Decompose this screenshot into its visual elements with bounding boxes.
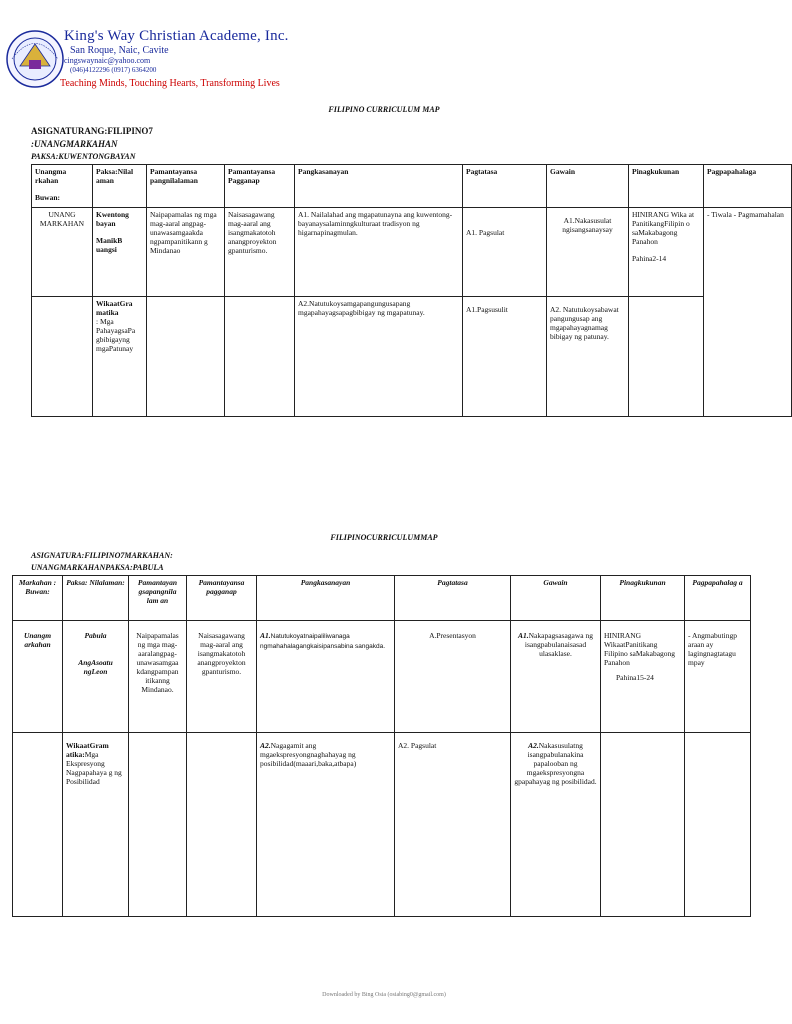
cell-pamantayan-nilalaman: Naipapamalas ng mga mag-aaral angpag-unawasamgaakda ngpampanitikann g Mindanao	[147, 208, 225, 297]
cell-gawain: A1.Nakapagsasagawa ng isangpabulanaisasad ulasaklase.	[511, 621, 601, 733]
curriculum-table-1	[31, 164, 792, 417]
cell-pagpapahalaga: - Angmabutingp araan ay lagingnagtatagu mpay	[685, 621, 751, 733]
col-pagpapahalaga: Pagpapahalag a	[685, 576, 751, 621]
school-phone: (046)4122296 (0917) 6364200	[70, 66, 157, 74]
cell-pagtatasa: A.Presentasyon	[395, 621, 511, 733]
cell-markahan: Unangm arkahan	[13, 621, 63, 733]
curriculum-table-2	[12, 575, 751, 917]
cell-pagpapahalaga	[685, 733, 751, 917]
map1-paksa: PAKSA:KUWENTONGBAYAN	[31, 152, 136, 161]
cell-pangkasanayan: A2.Natutukoysamgapangungusapang mgapahayagsapagbibigay ng mgapatunay.	[295, 297, 463, 417]
cell-pagtatasa: A2. Pagsulat	[395, 733, 511, 917]
col-markahan: Unangma rkahan Buwan:	[32, 165, 93, 208]
map2-asignatura: ASIGNATURA:FILIPINO7MARKAHAN:	[31, 551, 173, 560]
cell-pangkasanayan: A1.Natutukoyatnaipaliliwanaga ngmahahalagangkaisipansabina sangakda.	[257, 621, 395, 733]
cell-paksa: WikaatGra matika : Mga PahayagsaPa gbibigayng mgaPatunay	[93, 297, 147, 417]
cell-gawain: A2.Nakasusulatng isangpabulanakina papalooban ng mgaekspresyongna gpapahayag ng posibilidad.	[511, 733, 601, 917]
col-paksa: Paksa: Nilalaman:	[63, 576, 129, 621]
table2-header-row	[13, 576, 751, 621]
cell-pamantayan-pagganap: Naisasagawang mag-aaral ang isangmakatotoh anangproyekton gpanturismo.	[187, 621, 257, 733]
map2-title: FILIPINOCURRICULUMMAP	[330, 533, 438, 542]
table-row	[13, 621, 751, 733]
col-pamantayan-pagganap: Pamantayansa pagganap	[187, 576, 257, 621]
map1-markahan: :UNANGMARKAHAN	[31, 139, 118, 149]
cell-markahan	[13, 733, 63, 917]
cell-pangkasanayan: A2.Nagagamit ang mgaekspresyongnaghahayag ng posibilidad(maaari,baka,atbapa)	[257, 733, 395, 917]
cell-pamantayan-pagganap	[187, 733, 257, 917]
cell-paksa: Kwentong bayan ManikB uangsi	[93, 208, 147, 297]
cell-paksa: WikaatGram atika:Mga Ekspresyong Nagpapahaya g ng Posibilidad	[63, 733, 129, 917]
col-pagtatasa: Pagtatasa	[463, 165, 547, 208]
col-pangkasanayan: Pangkasanayan	[295, 165, 463, 208]
table1-header-row	[32, 165, 792, 208]
cell-gawain: A2. Natutukoysabawat pangungusap ang mgapahayagnamag bibigay ng patunay.	[547, 297, 629, 417]
col-pagpapahalaga: Pagpapahalaga	[704, 165, 792, 208]
cell-pamantayan-nilalaman	[129, 733, 187, 917]
school-address: San Roque, Naic, Cavite	[70, 45, 169, 56]
buwan-label: Buwan:	[35, 193, 61, 202]
col-pamantayan-nilalaman: Pamantayansa pangnilalaman	[147, 165, 225, 208]
cell-pagtatasa: A1.Pagsusulit	[463, 297, 547, 417]
cell-pagpapahalaga: - Tiwala - Pagmamahalan	[704, 208, 792, 417]
cell-gawain: A1.Nakasusulat ngisangsanaysay	[547, 208, 629, 297]
download-footer: Downloaded by Bing Osia (osiabing0@gmail.com)	[322, 992, 446, 998]
col-gawain: Gawain	[547, 165, 629, 208]
cell-pinagkukunan: HINIRANG WikaatPanitikang Filipino saMakabagong Panahon Pahina15-24	[601, 621, 685, 733]
col-pangkasanayan: Pangkasanayan	[257, 576, 395, 621]
school-name: King's Way Christian Academe, Inc.	[64, 28, 289, 44]
cell-markahan: UNANG MARKAHAN	[32, 208, 93, 297]
cell-markahan	[32, 297, 93, 417]
cell-pangkasanayan: A1. Nailalahad ang mgapatunayna ang kuwentong-bayanaysalaminngkulturaat tradisyon ng higarnapinagmulan.	[295, 208, 463, 297]
map2-paksa: UNANGMARKAHANPAKSA:PABULA	[31, 563, 164, 572]
cell-pamantayan-nilalaman: Naipapamalas ng mga mag-aaralangpag-unawasamgaa kdangpampan itikanng Mindanao.	[129, 621, 187, 733]
school-tagline: Teaching Minds, Touching Hearts, Transforming Lives	[60, 78, 280, 89]
cell-pamantayan-nilalaman	[147, 297, 225, 417]
col-gawain: Gawain	[511, 576, 601, 621]
school-email: cingswaynaic@yahoo.com	[64, 56, 151, 65]
cell-paksa: Pabula AngAsoatu ngLeon	[63, 621, 129, 733]
cell-pinagkukunan	[629, 297, 704, 417]
table-row	[32, 297, 792, 417]
table-row	[13, 733, 751, 917]
col-paksa: Paksa:Nilal aman	[93, 165, 147, 208]
col-markahan: Markahan : Buwan:	[13, 576, 63, 621]
col-pinagkukunan: Pinagkukunan	[629, 165, 704, 208]
cell-pamantayan-pagganap: Naisasagawang mag-aaral ang isangmakatotoh anangproyekton gpanturismo.	[225, 208, 295, 297]
col-pagtatasa: Pagtatasa	[395, 576, 511, 621]
cell-pamantayan-pagganap	[225, 297, 295, 417]
map1-title: FILIPINO CURRICULUM MAP	[328, 105, 440, 114]
map1-asignatura: ASIGNATURANG:FILIPINO7	[31, 126, 153, 136]
table-row	[32, 208, 792, 297]
col-pamantayan-nilalaman: Pamantayan gsapangnila lam an	[129, 576, 187, 621]
col-pinagkukunan: Pinagkukunan	[601, 576, 685, 621]
cell-pagtatasa: A1. Pagsulat	[463, 208, 547, 297]
cell-pinagkukunan: HINIRANG Wika at PanitikangFilipin o saMakabagong Panahon Pahina2-14	[629, 208, 704, 297]
cell-pinagkukunan	[601, 733, 685, 917]
school-seal-logo	[6, 30, 64, 88]
col-pamantayan-pagganap: Pamantayansa Pagganap	[225, 165, 295, 208]
